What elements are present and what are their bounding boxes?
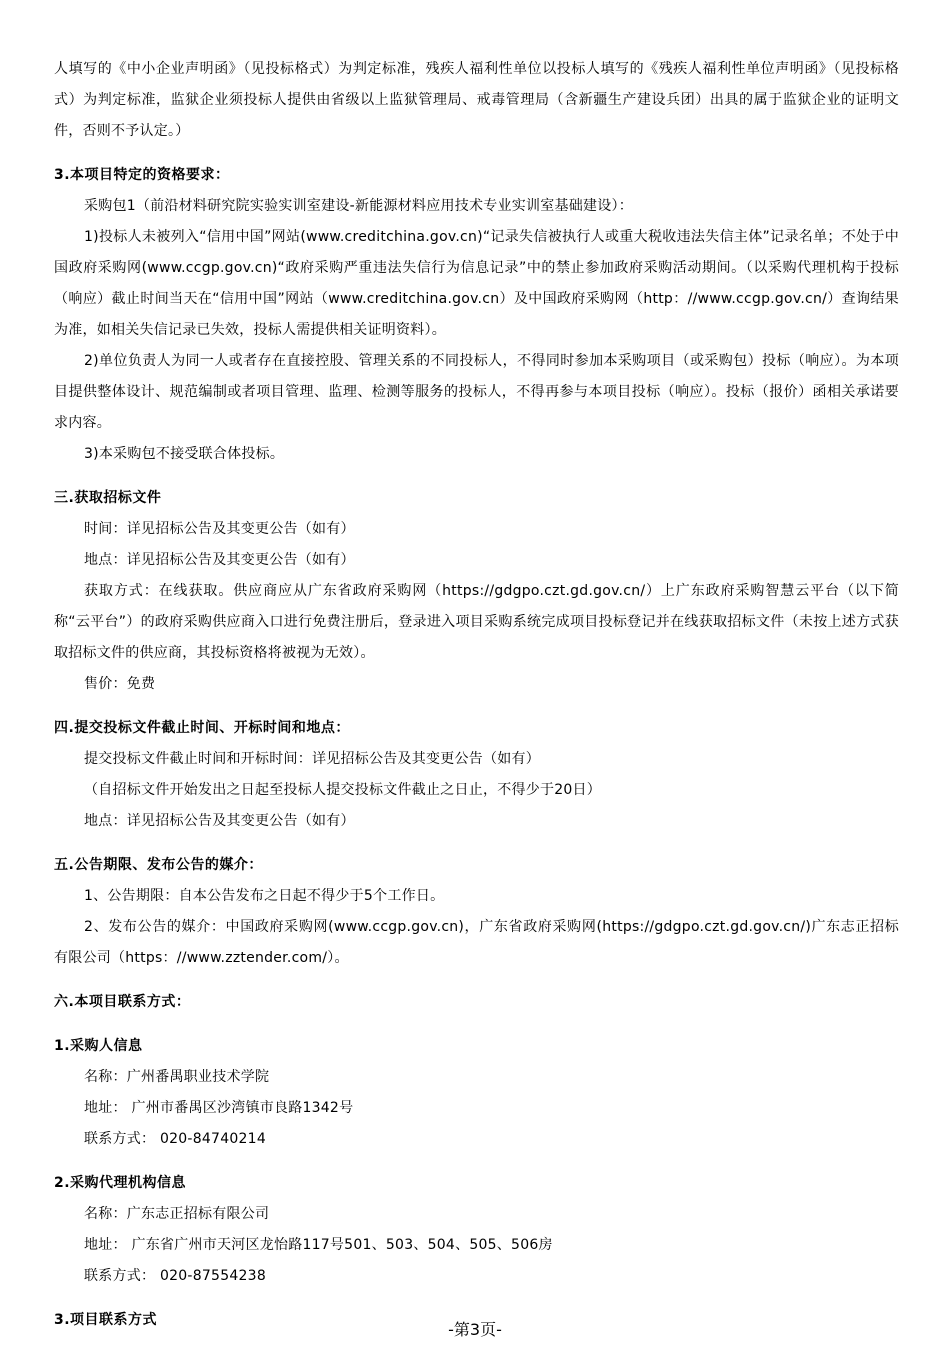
deadline-place: 地点：详见招标公告及其变更公告（如有） xyxy=(84,813,355,829)
qualification-heading: 3.本项目特定的资格要求： xyxy=(54,167,230,183)
purchaser-heading: 1.采购人信息 xyxy=(54,1038,143,1054)
obtain-place: 地点：详见招标公告及其变更公告（如有） xyxy=(84,552,355,568)
purchase-package-line: 采购包1（前沿材料研究院实验实训室建设-新能源材料应用技术专业实训室基础建设）： xyxy=(84,198,633,214)
qualification-item-3: 3)本采购包不接受联合体投标。 xyxy=(84,446,285,462)
agency-phone: 联系方式： 020-87554238 xyxy=(84,1268,266,1284)
qualification-item-1: 1)投标人未被列入“信用中国”网站(www.creditchina.gov.cn)“记录失信被执行人或重大税收违法失信主体”记录名单；不处于中国政府采购网(www.ccgp.gov.cn)“政府采购严重违法失信行为信息记录”中的禁止参加政府采购活动期间。（以采购代理机构于投标（响应）截止时间当天在“信用中国”网站（www.creditchina.gov.cn）及中国政府采购网（http：//www.ccgp.gov.cn/）查询结果为准，如相关失信记录已失效，投标人需提供相关证明资料）。 xyxy=(54,229,899,338)
obtain-price: 售价：免费 xyxy=(84,676,156,692)
agency-heading: 2.采购代理机构信息 xyxy=(54,1175,187,1191)
notice-heading: 五.公告期限、发布公告的媒介： xyxy=(54,857,263,873)
obtain-method: 获取方式：在线获取。供应商应从广东省政府采购网（https://gdgpo.czt.gd.gov.cn/）上广东政府采购智慧云平台（以下简称“云平台”）的政府采购供应商入口进行免费注册后，登录进入项目采购系统完成项目投标登记并在线获取招标文件（未按上述方式获取招标文件的供应商，其投标资格将被视为无效）。 xyxy=(54,583,899,661)
intro-paragraph: 人填写的《中小企业声明函》（见投标格式）为判定标准，残疾人福利性单位以投标人填写的《残疾人福利性单位声明函》（见投标格式）为判定标准，监狱企业须投标人提供由省级以上监狱管理局、戒毒管理局（含新疆生产建设兵团）出具的属于监狱企业的证明文件，否则不予认定。） xyxy=(54,61,899,139)
document-page xyxy=(54,54,899,1336)
obtain-docs-heading: 三.获取招标文件 xyxy=(54,490,162,506)
purchaser-address: 地址： 广州市番禺区沙湾镇市良路1342号 xyxy=(84,1100,354,1116)
page-number: -第3页- xyxy=(448,1320,502,1339)
notice-media: 2、发布公告的媒介：中国政府采购网(www.ccgp.gov.cn)，广东省政府采购网(https://gdgpo.czt.gd.gov.cn/)广东志正招标有限公司（https：//www.zztender.com/）。 xyxy=(54,919,899,966)
deadline-note: （自招标文件开始发出之日起至投标人提交投标文件截止之日止，不得少于20日） xyxy=(84,782,602,798)
obtain-time: 时间：详见招标公告及其变更公告（如有） xyxy=(84,521,355,537)
deadline-time: 提交投标文件截止时间和开标时间：详见招标公告及其变更公告（如有） xyxy=(84,751,540,767)
qualification-item-2: 2)单位负责人为同一人或者存在直接控股、管理关系的不同投标人，不得同时参加本采购项目（或采购包）投标（响应）。为本项目提供整体设计、规范编制或者项目管理、监理、检测等服务的投标人，不得再参与本项目投标（响应）。投标（报价）函相关承诺要求内容。 xyxy=(54,353,899,431)
project-contact-heading: 3.项目联系方式 xyxy=(54,1312,158,1328)
deadline-heading: 四.提交投标文件截止时间、开标时间和地点： xyxy=(54,720,350,736)
contact-heading: 六.本项目联系方式： xyxy=(54,994,191,1010)
purchaser-name: 名称：广州番禺职业技术学院 xyxy=(84,1069,270,1085)
agency-name: 名称：广东志正招标有限公司 xyxy=(84,1206,270,1222)
purchaser-phone: 联系方式： 020-84740214 xyxy=(84,1131,266,1147)
notice-period: 1、公告期限：自本公告发布之日起不得少于5个工作日。 xyxy=(84,888,445,904)
agency-address: 地址： 广东省广州市天河区龙怡路117号501、503、504、505、506房 xyxy=(84,1237,553,1253)
